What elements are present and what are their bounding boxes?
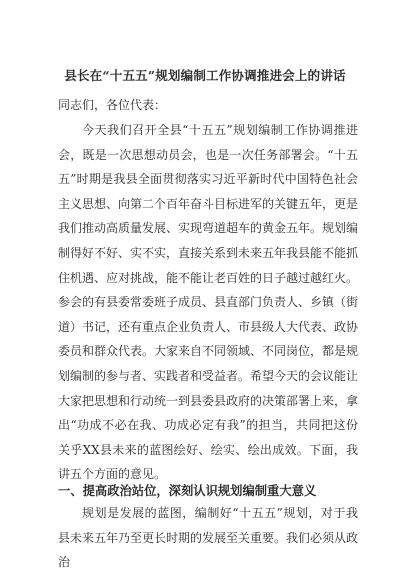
body-paragraph xyxy=(58,501,358,575)
section-heading: 一、提高政治站位，深刻认识规划编制重大意义 xyxy=(58,483,317,498)
body-paragraph xyxy=(58,118,358,487)
paragraph-text: 今天我们召开全县“十五五”规划编制工作协调推进会，既是一次思想动员会，也是一次任务部署会。“十五五”时期是我县全面贯彻落实习近平新时代中国特色社会主义思想、向第二个百年奋斗目标进军的关键五年，更是我们推动高质量发展、实现弯道超车的黄金五年。规划编制得好不好、实不实，直接关系到未来五年我县能不能抓住机遇、应对挑战，能不能让老百姓的日子越过越红火。参会的有县委常委班子成员、县直部门负责人、乡镇（街道）书记，还有重点企业负责人、市县级人大代表、政协委员和群众代表。大家来自不同领域、不同岗位，都是规划编制的参与者、实践者和受益者。希望今天的会议能让大家把思想和行动统一到县委县政府的决策部署上来，拿出“功成不必在我、功成必定有我”的担当，共同把这份关乎XX县未来的蓝图绘好、绘实、绘出成效。下面，我讲五个方面的意见。 xyxy=(58,123,359,482)
paragraph-text: 规划是发展的蓝图，编制好“十五五”规划，对于我县未来五年乃至更长时期的发展至关重要。我们必须从政治 xyxy=(58,506,359,570)
document-title: 县长在“十五五”规划编制工作协调推进会上的讲话 xyxy=(64,68,346,83)
salutation: 同志们，各位代表： xyxy=(58,98,167,112)
